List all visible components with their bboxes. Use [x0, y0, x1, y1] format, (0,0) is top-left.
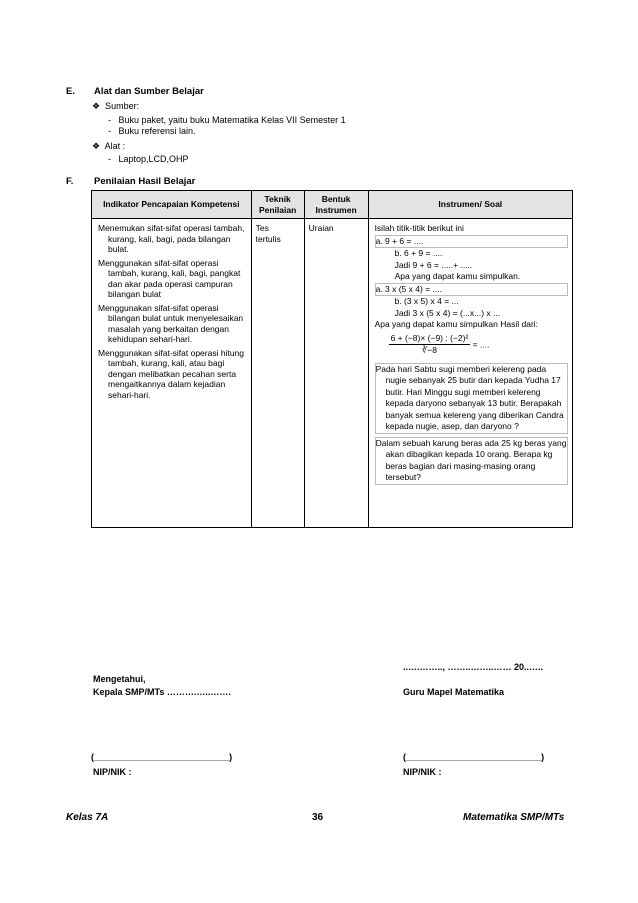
- section-f-title: Penilaian Hasil Belajar: [94, 176, 196, 187]
- signature-blank-left: (___________________________): [91, 752, 233, 762]
- table-header-row: [92, 191, 573, 219]
- indikator-item: Menggunakan sifat-sifat operasi bilangan bulat untuk menyelesaikan masalah yang berkaitan dengan kehidupan sehari-hari.: [98, 302, 244, 344]
- fraction-denominator: ∛−8: [421, 345, 437, 355]
- header-soal: Instrumen/ Soal: [368, 191, 572, 219]
- diamond-bullet-icon: ❖: [92, 101, 101, 111]
- header-bentuk: Bentuk Instrumen: [304, 191, 368, 219]
- bentuk-text: Uraian: [308, 223, 334, 233]
- soal-apa2: Apa yang dapat kamu simpulkan Hasil dari:: [374, 319, 539, 329]
- page-number: 36: [312, 812, 324, 823]
- indikator-item: Menggunakan sifat-sifat operasi hitung tambah, kurang, kali, atau bagi dengan melibatkan pecahan serta mengaitkannya dalam kejadian sehari-hari.: [98, 347, 245, 400]
- sumber-item-text: Buku paket, yaitu buku Matematika Kelas VII Semester 1: [118, 115, 346, 125]
- date-line: ..….…….., ……..……..…… 20..…..: [403, 662, 544, 672]
- header-teknik: Teknik Penilaian: [251, 191, 304, 219]
- soal-a2: a. 3 x (5 x 4) = ....: [375, 283, 568, 297]
- signature-blank-right: (___________________________): [403, 752, 545, 762]
- table-row: [92, 219, 573, 528]
- soal-a1: a. 9 + 6 = ....: [375, 235, 568, 249]
- teknik-text: Tes tertulis: [255, 223, 281, 244]
- alat-item: - Laptop,LCD,OHP: [108, 154, 189, 164]
- nip-right: NIP/NIK :: [403, 767, 442, 777]
- sumber-item: - Buku paket, yaitu buku Matematika Kelas VII Semester 1: [108, 115, 346, 125]
- soal-fraction-row: [375, 333, 568, 357]
- section-f-letter: F.: [66, 176, 74, 187]
- sumber-item-text: Buku referensi lain.: [118, 126, 196, 136]
- sumber-label: Sumber:: [105, 101, 140, 111]
- footer-left: Kelas 7A: [66, 812, 109, 823]
- teknik-cell: [251, 219, 304, 528]
- bentuk-cell: [304, 219, 368, 528]
- alat-row: [92, 141, 125, 152]
- alat-label: Alat :: [104, 141, 126, 151]
- guru-label: Guru Mapel Matematika: [403, 687, 505, 697]
- header-indikator: Indikator Pencapaian Kompetensi: [92, 191, 252, 219]
- soal-story-2: Dalam sebuah karung beras ada 25 kg beras yang akan dibagikan kepada 10 orang. Berapa kg beras bagian dari masing-masing orang tersebut?: [375, 437, 568, 485]
- soal-apa1: Apa yang dapat kamu simpulkan.: [394, 271, 521, 281]
- footer-right: Matematika SMP/MTs: [463, 812, 565, 823]
- section-e-heading: [66, 86, 204, 97]
- alat-item-text: Laptop,LCD,OHP: [118, 154, 189, 164]
- section-f-heading: [66, 176, 195, 187]
- soal-fraction: [389, 333, 471, 357]
- indikator-cell: [92, 219, 252, 528]
- indikator-item: Menggunakan sifat-sifat operasi tambah, kurang, kali, bagi, pangkat dan akar pada operasi campuran bilangan bulat: [98, 257, 241, 299]
- kepala-label: Kepala SMP/MTs ……….…..…….: [93, 687, 231, 697]
- sumber-row: [92, 101, 139, 112]
- soal-story-1: Pada hari Sabtu sugi memberi kelereng pada nugie sebanyak 25 butir dan kepada Yudha 17 butir. Hari Minggu sugi memberi kelereng kepada daryono sebanyak 13 butir. Berapakah banyak semua kelereng yang diberikan Candra kepada nugie, asep, dan daryono ?: [375, 363, 568, 434]
- soal-b2: b. (3 x 5) x 4 = ...: [394, 296, 459, 306]
- soal-b1: b. 6 + 9 = ....: [394, 248, 443, 258]
- section-e-letter: E.: [66, 86, 75, 97]
- nip-left: NIP/NIK :: [93, 767, 132, 777]
- section-e-title: Alat dan Sumber Belajar: [94, 86, 204, 97]
- indikator-item: Menemukan sifat-sifat operasi tambah, kurang, kali, bagi, pada bilangan bulat.: [98, 223, 245, 254]
- soal-cell: [368, 219, 572, 528]
- sumber-item: - Buku referensi lain.: [108, 126, 196, 136]
- mengetahui-label: Mengetahui,: [93, 674, 146, 684]
- soal-jadi1: Jadi 9 + 6 = .....+ .....: [394, 259, 473, 270]
- fraction-equals: = ....: [472, 338, 490, 349]
- soal-jadi2: Jadi 3 x (5 x 4) = (...x...) x ...: [394, 307, 501, 318]
- assessment-table: [91, 190, 573, 528]
- fraction-numerator: 6 + (−8)× (−9) : (−2)²: [389, 333, 471, 346]
- soal-intro: Isilah titik-titik berikut ini: [374, 223, 464, 233]
- diamond-bullet-icon: ❖: [92, 141, 101, 151]
